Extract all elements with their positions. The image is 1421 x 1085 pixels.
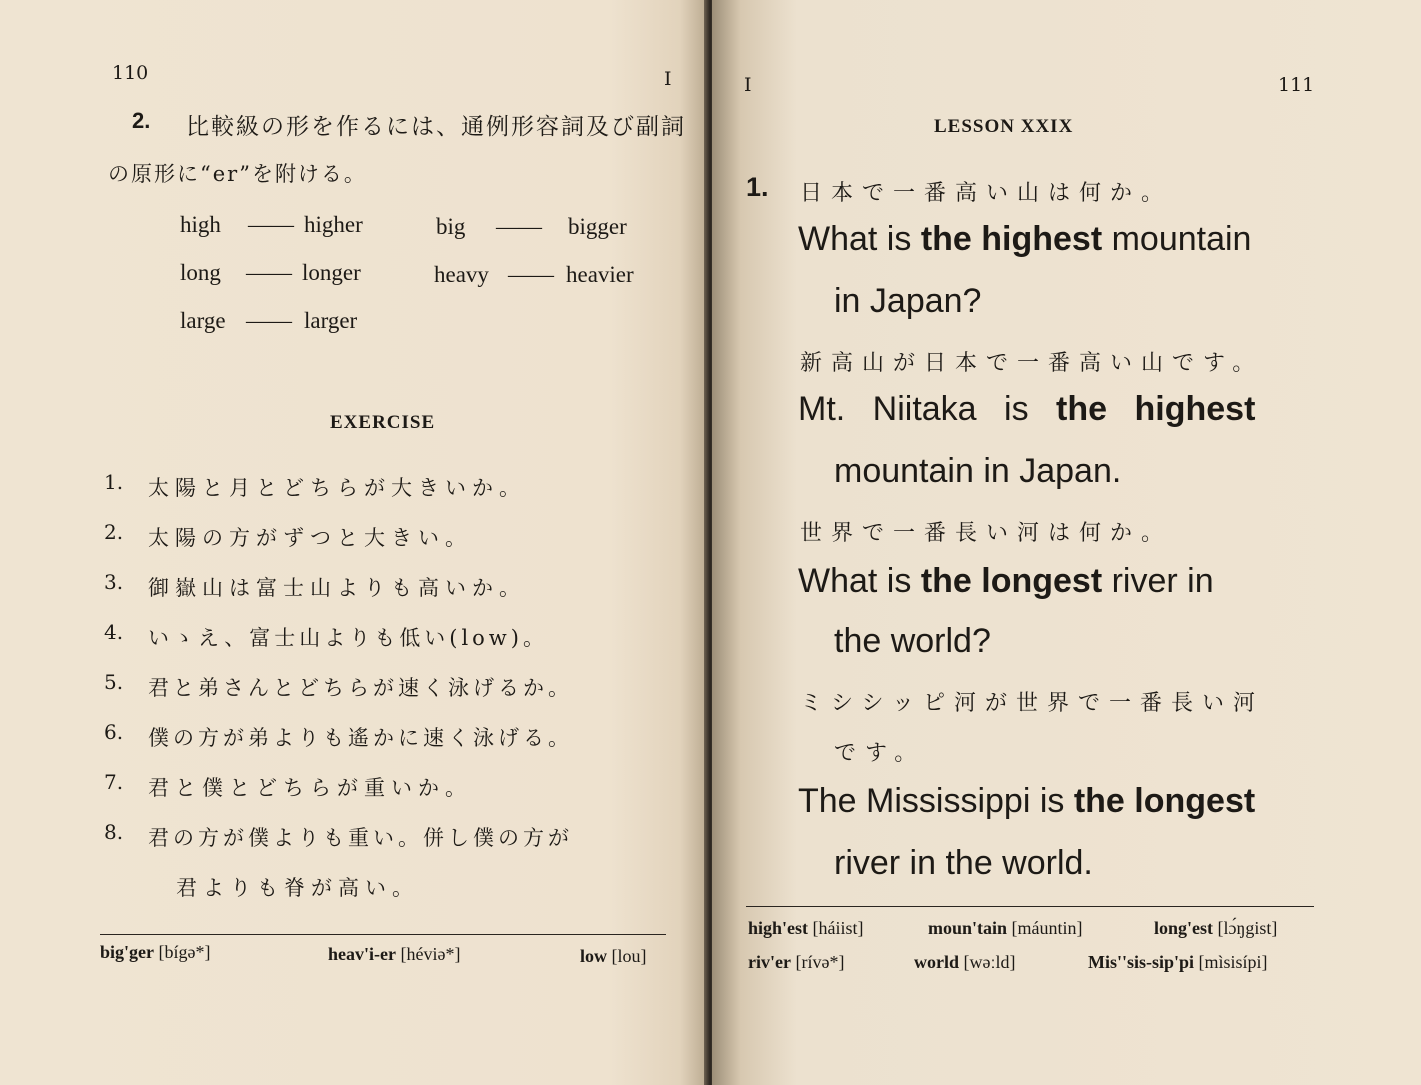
- footnote-word: high'est: [748, 918, 809, 938]
- footnote-pron: [lɔ́ŋgist]: [1217, 918, 1278, 938]
- exercise-text: 君と弟さんとどちらが速く泳げるか。: [148, 676, 573, 700]
- answer-jp: 新高山が日本で一番高い山です。: [800, 351, 1264, 376]
- item-number: 1.: [746, 172, 769, 202]
- footnote-word: riv'er: [748, 952, 791, 972]
- exercise-number: 2.: [104, 520, 124, 544]
- footnote-word: moun'tain: [928, 918, 1008, 938]
- exercise-text: 僕の方が弟よりも遙かに速く泳げる。: [148, 726, 573, 750]
- pair-dash: ——: [248, 212, 294, 237]
- footnote-word: Mis''sis-sip'pi: [1088, 952, 1195, 972]
- pair-base: high: [180, 212, 221, 237]
- answer-en: Mt. Niitaka is the highest: [798, 390, 1256, 428]
- question-en: What is the highest mountain: [798, 220, 1252, 258]
- pair-comparative: larger: [304, 308, 358, 333]
- footnote: [748, 952, 844, 973]
- pair-comparative: higher: [304, 212, 363, 237]
- footnote: [928, 918, 1083, 939]
- exercise-text: 太陽の方がずつと大きい。: [148, 526, 472, 550]
- footnote-divider: [100, 934, 666, 935]
- footnote: [100, 942, 210, 963]
- exercise-number: 3.: [104, 570, 124, 594]
- question-jp: 日本で一番高い山は何か。: [800, 181, 1173, 206]
- footnote-pron: [máuntin]: [1011, 918, 1083, 938]
- exercise-text: 君と僕とどちらが重いか。: [148, 776, 472, 800]
- answer-jp: ミシシッピ河が世界で一番長い河: [800, 691, 1265, 716]
- pair-comparative: heavier: [566, 262, 634, 287]
- page-number: 110: [112, 62, 149, 84]
- lesson-title: LESSON XXIX: [934, 116, 1074, 137]
- pair-dash: ——: [246, 308, 292, 333]
- answer-en: The Mississippi is the longest: [798, 782, 1256, 820]
- rule-number: 2.: [132, 108, 151, 133]
- page-number: 111: [1278, 74, 1315, 96]
- pair-dash: ——: [496, 214, 542, 239]
- footnote: [328, 944, 460, 965]
- pair-base: long: [180, 260, 221, 285]
- exercise-number: 5.: [104, 670, 124, 694]
- question-jp: 世界で一番長い河は何か。: [800, 521, 1173, 546]
- footnote-pron: [lou]: [611, 946, 647, 966]
- pair-base: big: [436, 214, 466, 239]
- question-en-continued: in Japan?: [834, 282, 982, 320]
- footnote: [580, 946, 647, 967]
- running-head: I: [744, 74, 752, 96]
- exercise-text-continued: 君よりも脊が高い。: [176, 876, 419, 900]
- exercise-number: 4.: [104, 620, 124, 644]
- answer-en-continued: mountain in Japan.: [834, 452, 1122, 490]
- answer-jp-continued: です。: [834, 741, 926, 766]
- exercise-number: 1.: [104, 470, 124, 494]
- footnote-pron: [wəːld]: [963, 952, 1016, 972]
- footnote-pron: [háiist]: [812, 918, 864, 938]
- footnote-pron: [bígə*]: [158, 942, 211, 962]
- question-en-continued: the world?: [834, 622, 991, 660]
- footnote-pron: [héviə*]: [400, 944, 461, 964]
- footnote-word: long'est: [1154, 918, 1214, 938]
- exercise-text: いゝえ、富士山よりも低い(low)。: [148, 626, 548, 650]
- question-en: What is the longest river in: [798, 562, 1214, 600]
- footnote-word: low: [580, 946, 607, 966]
- exercise-number: 6.: [104, 720, 124, 744]
- footnote-word: world: [914, 952, 959, 972]
- footnote: [1154, 918, 1277, 939]
- exercise-text: 太陽と月とどちらが大きいか。: [148, 476, 526, 500]
- answer-en-continued: river in the world.: [834, 844, 1093, 882]
- pair-base: large: [180, 308, 226, 333]
- footnote: [748, 918, 864, 939]
- exercise-text: 君の方が僕よりも重い。併し僕の方が: [148, 826, 573, 850]
- footnote-divider: [746, 906, 1314, 907]
- pair-base: heavy: [434, 262, 489, 287]
- pair-dash: ——: [246, 260, 292, 285]
- exercise-heading: EXERCISE: [330, 412, 436, 433]
- exercise-text: 御嶽山は富士山よりも高いか。: [148, 576, 526, 600]
- footnote-pron: [mìsisípi]: [1198, 952, 1268, 972]
- exercise-number: 8.: [104, 820, 124, 844]
- left-page: [0, 0, 708, 1085]
- running-head: I: [664, 68, 672, 90]
- footnote-pron: [rívə*]: [795, 952, 845, 972]
- exercise-number: 7.: [104, 770, 124, 794]
- rule-text-line2: の原形に“er”を附ける。: [108, 162, 367, 186]
- footnote-word: big'ger: [100, 942, 154, 962]
- pair-dash: ——: [508, 262, 554, 287]
- footnote: [1088, 952, 1268, 973]
- footnote: [914, 952, 1015, 973]
- rule-text-line1: 比較級の形を作るには、通例形容詞及び副詞: [186, 114, 686, 140]
- footnote-word: heav'i-er: [328, 944, 396, 964]
- pair-comparative: bigger: [568, 214, 627, 239]
- pair-comparative: longer: [302, 260, 361, 285]
- right-page: [712, 0, 1421, 1085]
